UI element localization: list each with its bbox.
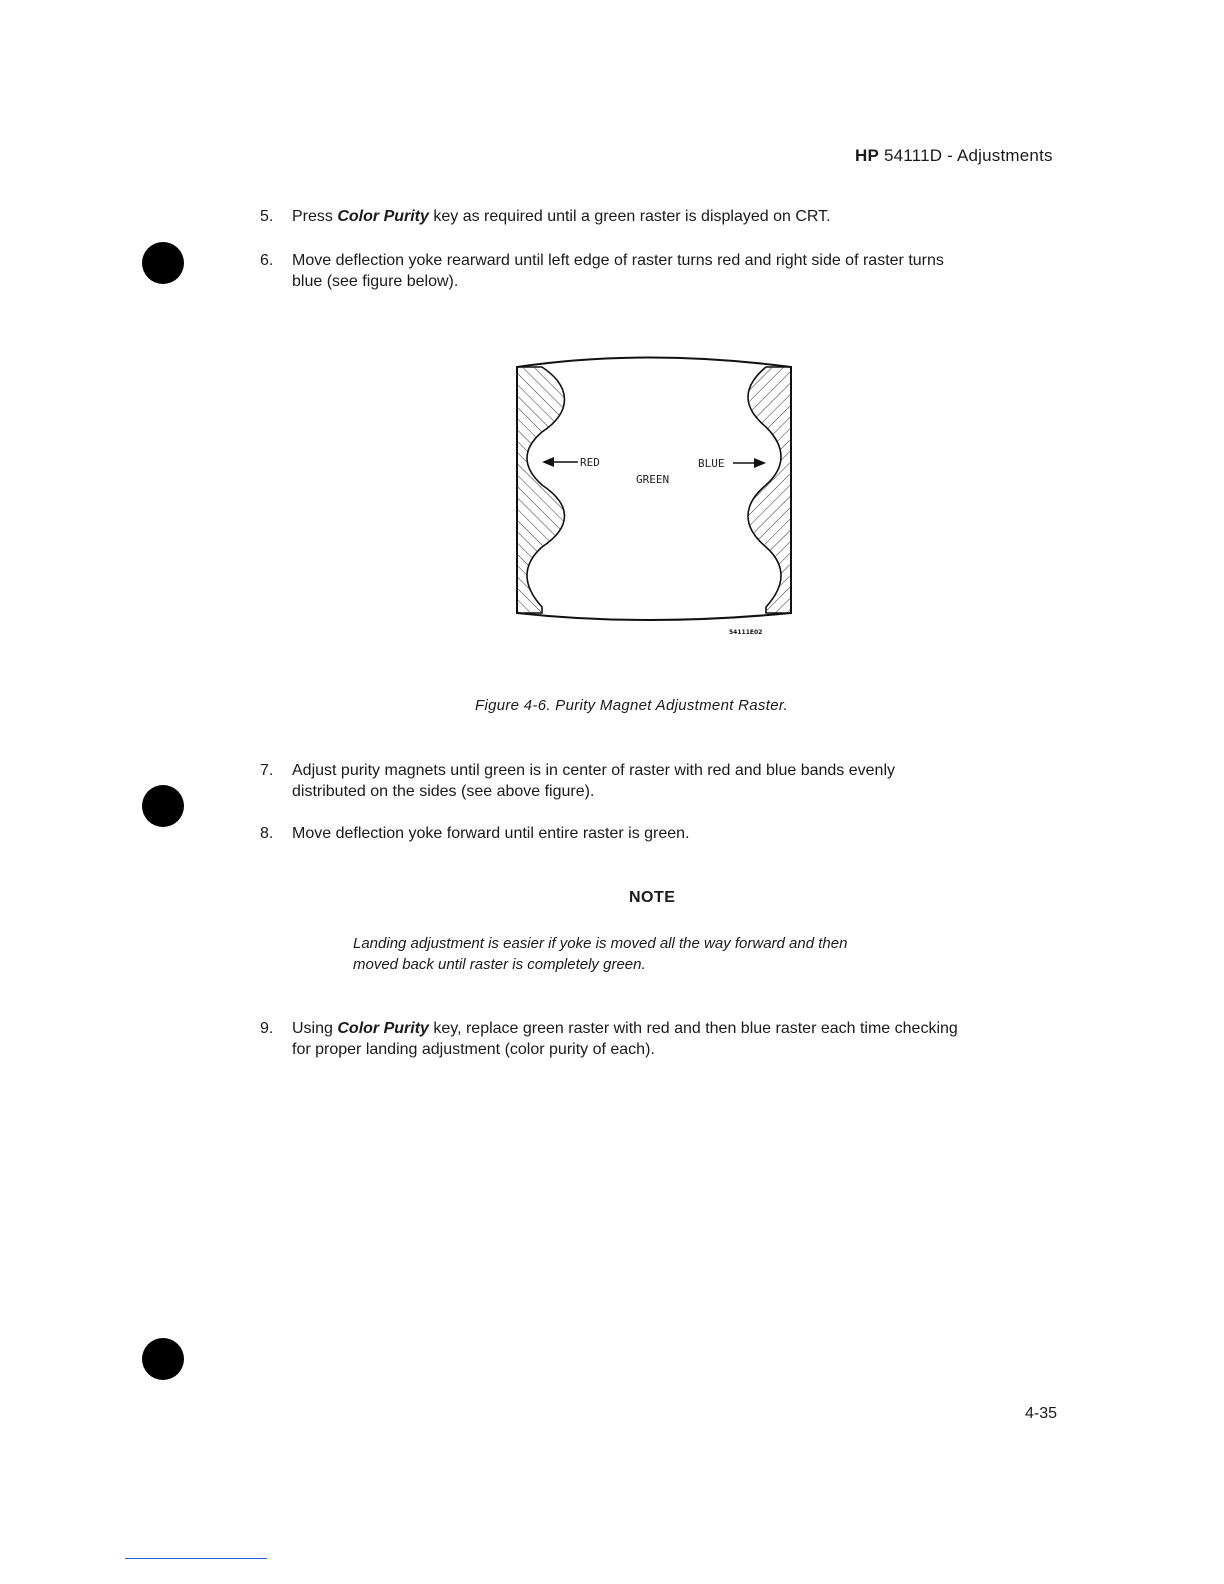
step-text-line1: Move deflection yoke forward until entire raster is green. [292, 825, 690, 842]
step-number: 5. [260, 208, 274, 225]
step-text-line2: blue (see figure below). [292, 273, 459, 290]
color-purity-key: Color Purity [337, 208, 429, 225]
step-number: 9. [260, 1020, 274, 1037]
note-line1: Landing adjustment is easier if yoke is moved all the way forward and then [353, 935, 848, 952]
figure-label-red: RED [580, 456, 600, 469]
page-header [855, 146, 1053, 166]
blue-band [748, 367, 791, 613]
step-text: key as required until a green raster is displayed on CRT. [428, 208, 831, 225]
figure-caption: Figure 4-6. Purity Magnet Adjustment Raster. [475, 697, 789, 714]
binder-hole-bottom [142, 1338, 184, 1380]
step-number: 7. [260, 762, 274, 779]
purity-raster-figure [500, 345, 800, 645]
note-title: NOTE [629, 889, 676, 906]
note-line2: moved back until raster is completely green. [353, 956, 646, 973]
step-number: 6. [260, 252, 274, 269]
figure-label-green: GREEN [636, 473, 670, 486]
step-7 [260, 760, 1080, 804]
header-model: HP [855, 146, 880, 165]
step-text-line1: Move deflection yoke rearward until left edge of raster turns red and right side of raster turns [292, 252, 944, 269]
step-6 [260, 250, 1080, 294]
step-9 [260, 1018, 1080, 1062]
step-text: Using [292, 1020, 338, 1037]
step-text-line2: distributed on the sides (see above figure). [292, 783, 595, 800]
red-band [517, 367, 565, 613]
binder-hole-top [142, 242, 184, 284]
header-title: 54111D - Adjustments [883, 146, 1053, 165]
step-5 [260, 206, 1080, 228]
bottom-divider [125, 1558, 267, 1559]
figure-label-blue: BLUE [698, 457, 725, 470]
step-text: Press [292, 208, 338, 225]
step-text-line1: Adjust purity magnets until green is in center of raster with red and blue bands evenly [292, 762, 895, 779]
step-8 [260, 823, 1080, 845]
binder-hole-middle [142, 785, 184, 827]
note-text [353, 933, 973, 975]
figure-code: 54111E02 [729, 629, 763, 636]
page-number: 4-35 [1025, 1405, 1058, 1422]
color-purity-key: Color Purity [337, 1020, 429, 1037]
blue-arrow-icon [754, 458, 766, 468]
step-text: key, replace green raster with red and then blue raster each time checking [428, 1020, 958, 1037]
step-text-line2: for proper landing adjustment (color purity of each). [292, 1041, 655, 1058]
step-number: 8. [260, 825, 274, 842]
red-arrow-icon [542, 457, 554, 467]
